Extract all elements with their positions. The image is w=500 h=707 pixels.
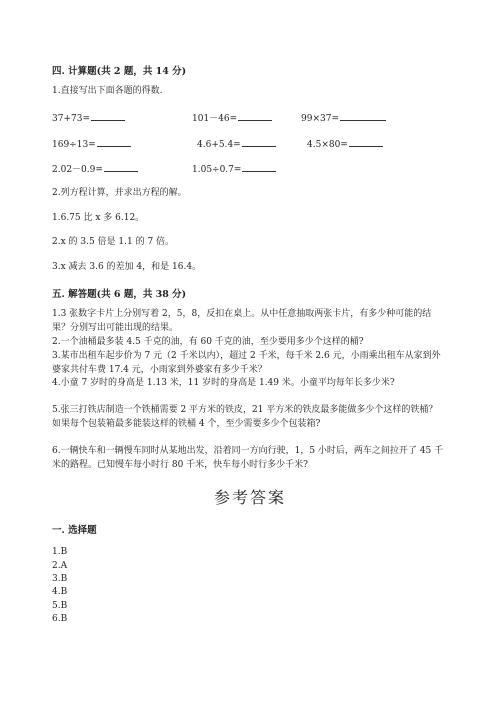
answer-item: 2.A: [52, 561, 68, 571]
calc-item: 2.02－0.9=: [52, 162, 138, 177]
section5-title: 五. 解答题(共 6 题，共 38 分): [52, 289, 187, 300]
equation-1: 1.6.75 比 x 多 6.12。: [52, 213, 145, 223]
answer-item: 5.B: [52, 601, 68, 611]
equation-3: 3.x 减去 3.6 的差加 4，和是 16.4。: [52, 262, 202, 272]
calc-item: 4.5×80=: [307, 137, 383, 152]
calc-item: 4.6+5.4=: [197, 137, 276, 152]
answer-blank[interactable]: [242, 162, 276, 172]
problem-4: 4.小童 7 岁时的身高是 1.13 米，11 岁时的身高是 1.49 米。小童平均每年长多少米?: [52, 378, 395, 388]
calc-item: 1.05÷0.7=: [192, 162, 276, 177]
answers-subtitle: 一. 选择题: [52, 525, 97, 536]
answer-blank[interactable]: [340, 111, 386, 121]
answer-blank[interactable]: [238, 111, 272, 121]
answer-item: 1.B: [52, 547, 68, 557]
problem-5: 5.张三打铁店制造一个铁桶需要 2 平方米的铁皮，21 平方米的铁皮最多能做多少个这样的铁桶？如果每个包装箱最多能装这样的铁桶 4 个，至少需要多少个包装箱?: [52, 405, 438, 429]
section4-title: 四. 计算题(共 2 题，共 14 分): [52, 66, 187, 77]
calc-item: 101－46=: [192, 111, 272, 126]
calc-item: 99×37=: [301, 111, 386, 126]
calc-item: 169÷13=: [52, 137, 131, 152]
question-1: 1.直接写出下面各题的得数.: [52, 86, 163, 96]
answer-blank[interactable]: [104, 162, 138, 172]
answer-blank[interactable]: [349, 137, 383, 147]
problem-3: 3.某市出租车起步价为 7 元（2 千米以内），超过 2 千米，每千米 2.6 元，小雨乘出租车从家到外婆家共付车费 17.4 元，小雨家到外婆家有多少千米？: [52, 351, 441, 375]
answer-blank[interactable]: [97, 137, 131, 147]
answers-title: 参考答案: [214, 488, 287, 507]
answer-blank[interactable]: [242, 137, 276, 147]
question-2: 2.列方程计算，并求出方程的解。: [52, 188, 187, 198]
problem-2: 2.一个油桶最多装 4.5 千克的油，有 60 千克的油，至少要用多少个这样的桶?: [52, 337, 364, 347]
problem-6: 6.一辆快车和一辆慢车同时从某地出发，沿着同一方向行驶，1，5 小时后，两车之间拉开了 45 千米的路程。已知慢车每小时行 80 千米，快车每小时行多少千米?: [52, 446, 444, 470]
problem-1: 1.3 张数字卡片上分别写着 2，5，8，反扣在桌上。从中任意抽取两张卡片，有多少种可能的结果？分别写出可能出现的结果。: [52, 309, 432, 333]
answer-item: 4.B: [52, 587, 68, 597]
answer-item: 3.B: [52, 574, 68, 584]
answer-item: 6.B: [52, 614, 68, 624]
answer-blank[interactable]: [91, 111, 125, 121]
calc-item: 37+73=: [52, 111, 125, 126]
equation-2: 2.x 的 3.5 倍是 1.1 的 7 倍。: [52, 237, 175, 247]
